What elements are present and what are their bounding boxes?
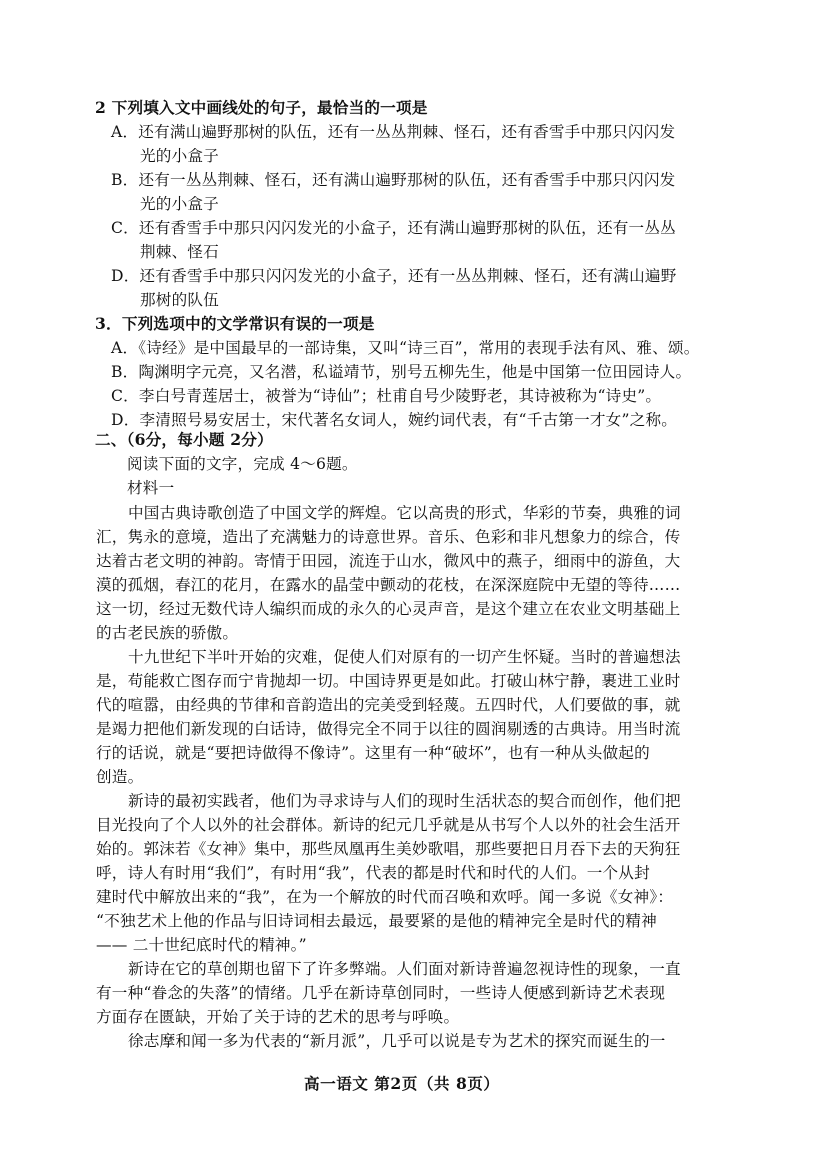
passage-line: 达着古老文明的神韵。寄情于田园，流连于山水，微风中的燕子，细雨中的游鱼，大 <box>96 552 681 570</box>
q3-option-c: C．李白号青莲居士，被誉为“诗仙”；杜甫自号少陵野老，其诗被称为“诗史”。 <box>111 387 662 405</box>
passage-line: 漠的孤烟，春江的花月，在露水的晶莹中颤动的花枝，在深深庭院中无望的等待…… <box>96 576 681 594</box>
passage-line: 始的。郭沫若《女神》集中，那些凤凰再生美妙歌唱，那些要把日月吞下去的天狗狂 <box>96 840 681 858</box>
passage-line: —— 二十世纪底时代的精神。” <box>96 936 307 954</box>
passage-line: 新诗的最初实践者，他们为寻求诗与人们的现时生活状态的契合而创作，他们把 <box>128 792 681 810</box>
passage-line: 新诗在它的草创期也留下了许多弊端。人们面对新诗普遍忽视诗性的现象，一直 <box>128 960 681 978</box>
passage-line: 十九世纪下半叶开始的灾难，促使人们对原有的一切产生怀疑。当时的普遍想法 <box>128 648 681 666</box>
passage-line: 目光投向了个人以外的社会群体。新诗的纪元几乎就是从书写个人以外的社会生活开 <box>96 816 681 834</box>
passage-line: 这一切，经过无数代诗人编织而成的永久的心灵声音，是这个建立在农业文明基础上 <box>96 600 681 618</box>
q2-stem: 2 下列填入文中画线处的句子，最恰当的一项是 <box>95 98 428 117</box>
passage-line: 创造。 <box>96 768 144 786</box>
material-title: 材料一 <box>127 479 175 497</box>
q2-option-d: D．还有香雪手中那只闪闪发光的小盒子，还有一丛丛荆棘、怪石，还有满山遍野 <box>111 267 677 285</box>
q3-option-d: D．李清照号易安居士，宋代著名女词人，婉约词代表，有“千古第一才女”之称。 <box>111 411 678 429</box>
passage-line: 中国古典诗歌创造了中国文学的辉煌。它以高贵的形式，华彩的节奏，典雅的词 <box>128 504 681 522</box>
q3-option-a: A．《诗经》是中国最早的一部诗集，又叫“诗三百”，常用的表现手法有风、雅、颂。 <box>111 339 700 357</box>
passage-line: 的古老民族的骄傲。 <box>96 624 239 642</box>
q2-option-c-cont: 荆棘、怪石 <box>140 243 219 261</box>
q2-option-b-cont: 光的小盒子 <box>140 195 219 213</box>
passage-line: 建时代中解放出来的“我”，在为一个解放的时代而召唤和欢呼。闻一多说《女神》： <box>96 888 674 906</box>
section-instruction: 阅读下面的文字，完成 4～6题。 <box>127 455 358 473</box>
q2-option-a-cont: 光的小盒子 <box>140 147 219 165</box>
q2-option-a: A．还有满山遍野那树的队伍，还有一丛丛荆棘、怪石，还有香雪手中那只闪闪发 <box>111 123 676 141</box>
q2-option-b: B．还有一丛丛荆棘、怪石，还有满山遍野那树的队伍，还有香雪手中那只闪闪发 <box>111 171 676 189</box>
passage-line: 代的喧嚣，由经典的节律和音韵造出的完美受到轻蔑。五四时代，人们要做的事，就 <box>96 696 681 714</box>
section-heading: 二、（6分，每小题 2分） <box>95 430 273 449</box>
passage-line: 是竭力把他们新发现的白话诗，做得完全不同于以往的圆润剔透的古典诗。用当时流 <box>96 720 681 738</box>
passage-line: 徐志摩和闻一多为代表的“新月派”，几乎可以说是专为艺术的探究而诞生的一 <box>128 1032 666 1050</box>
q3-option-b: B．陶渊明字元亮，又名潜，私谥靖节，别号五柳先生，他是中国第一位田园诗人。 <box>111 363 692 381</box>
passage-line: 呼，诗人有时用“我们”，有时用“我”，代表的都是时代和时代的人们。一个从封 <box>96 864 650 882</box>
passage-line: “不独艺术上他的作品与旧诗词相去最远，最要紧的是他的精神完全是时代的精神 <box>96 912 657 930</box>
page-footer: 高一语文 第2页（共 8页） <box>304 1074 500 1093</box>
q2-option-d-cont: 那树的队伍 <box>140 291 219 309</box>
q3-stem: 3．下列选项中的文学常识有误的一项是 <box>95 314 375 333</box>
passage-line: 行的话说，就是“要把诗做得不像诗”。这里有一种“破坏”，也有一种从头做起的 <box>96 744 650 762</box>
passage-line: 是，苟能救亡图存而宁肯抛却一切。中国诗界更是如此。打破山林宁静，裹进工业时 <box>96 672 681 690</box>
passage-line: 汇，隽永的意境，造出了充满魅力的诗意世界。音乐、色彩和非凡想象力的综合，传 <box>96 528 681 546</box>
passage-line: 有一种“眷念的失落”的情绪。几乎在新诗草创同时，一些诗人便感到新诗艺术表现 <box>96 984 666 1002</box>
q2-option-c: C．还有香雪手中那只闪闪发光的小盒子，还有满山遍野那树的队伍，还有一丛丛 <box>111 219 676 237</box>
passage-line: 方面存在匮缺，开始了关于诗的艺术的思考与呼唤。 <box>96 1008 460 1026</box>
